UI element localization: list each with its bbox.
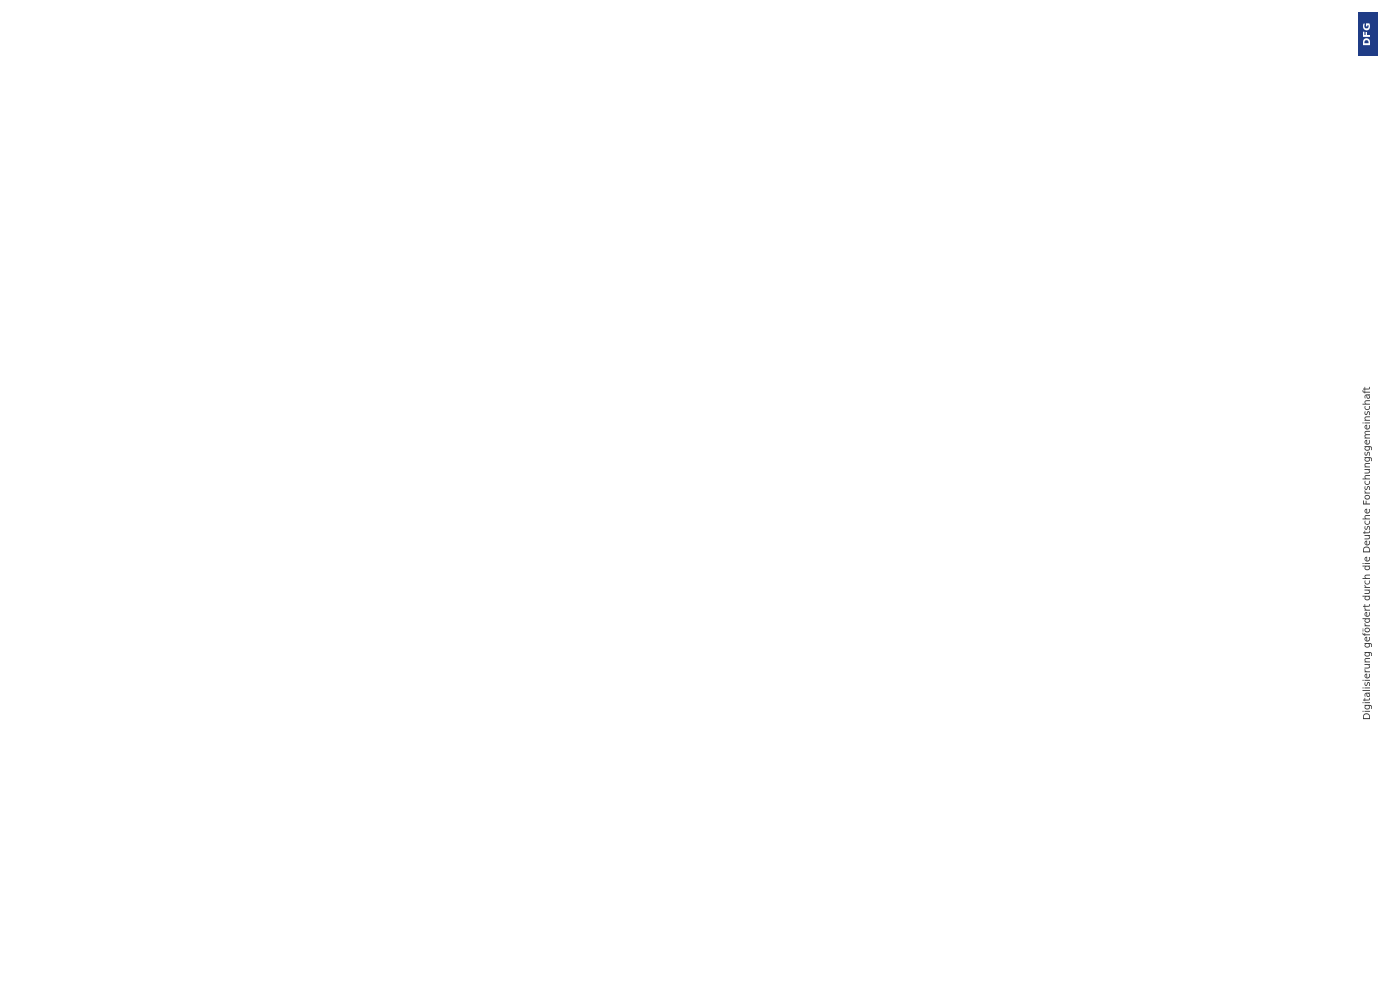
dfg-logo: DFG [1358, 12, 1378, 56]
digitization-credit: Digitalisierung gefördert durch die Deutsche Forschungsgemeinschaft [1362, 386, 1373, 720]
